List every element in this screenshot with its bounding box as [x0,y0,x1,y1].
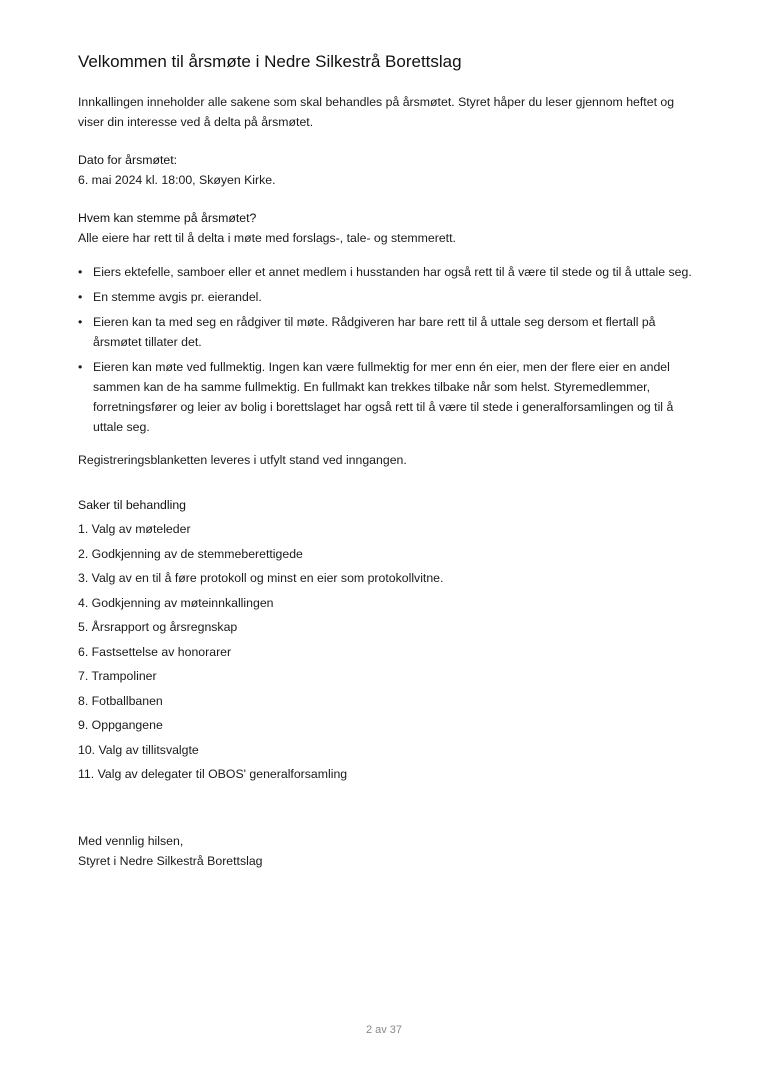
agenda-item: 8. Fotballbanen [78,693,163,708]
agenda-title: Saker til behandling [78,498,187,512]
voting-text: Alle eiere har rett til å delta i møte med forslags-, tale- og stemmerett. [78,231,456,245]
list-item [78,262,703,282]
agenda-item: 1. Valg av møteleder [78,522,191,536]
agenda-item: 11. Valg av delegater til OBOS' generalforsamling [78,767,348,781]
date-section [78,150,703,190]
closing-greeting: Med vennlig hilsen, [78,834,184,848]
agenda-item: 6. Fastsettelse av honorarer [78,644,232,659]
agenda-item: 5. Årsrapport og årsregnskap [78,620,238,634]
agenda-item: 9. Oppgangene [78,718,163,732]
voting-section [78,208,703,248]
voting-rules-list [78,262,703,437]
agenda-item: 7. Trampoliner [78,669,157,683]
page-number: 2 av 37 [365,1024,403,1036]
voting-label: Hvem kan stemme på årsmøtet? [78,211,257,225]
list-item-text: Eieren kan møte ved fullmektig. Ingen kan være fullmektig for mer enn én eier, men der flere eier en andel sammen kan de ha samme fullmektig. En fullmakt kan trekkes tilbake når som helst. Styremedlemmer, forretningsfører og leier av bolig i borettslaget har også rett til å være til stede i generalforsamlingen og til å uttale seg. [93,360,674,434]
list-item [78,312,703,352]
list-item [78,357,703,437]
agenda-item: 10. Valg av tillitsvalgte [78,742,199,757]
agenda-item: 2. Godkjenning av de stemmeberettigede [78,546,303,561]
document-title: Velkommen til årsmøte i Nedre Silkestrå Borettslag [78,52,462,71]
signature: Styret i Nedre Silkestrå Borettslag [78,854,263,868]
date-value: 6. mai 2024 kl. 18:00, Skøyen Kirke. [78,173,276,187]
bullet-icon: • [78,315,83,329]
list-item-text: En stemme avgis pr. eierandel. [93,290,262,304]
agenda-list [78,519,703,784]
registration-note: Registreringsblanketten leveres i utfylt stand ved inngangen. [78,453,407,467]
agenda-item: 4. Godkjenning av møteinnkallingen [78,595,274,610]
closing-section [78,831,703,871]
agenda-item: 3. Valg av en til å føre protokoll og minst en eier som protokollvitne. [78,571,444,585]
bullet-icon: • [78,360,83,374]
list-item-text: Eiers ektefelle, samboer eller et annet medlem i husstanden har også rett til å være til stede og til å uttale seg. [93,265,692,279]
date-label: Dato for årsmøtet: [78,153,178,167]
agenda-section [78,495,703,784]
bullet-icon: • [78,265,83,279]
list-item [78,287,703,307]
bullet-icon: • [78,290,83,304]
list-item-text: Eieren kan ta med seg en rådgiver til møte. Rådgiveren har bare rett til å uttale seg dersom et flertall på årsmøtet tillater det. [93,315,656,349]
intro-paragraph: Innkallingen inneholder alle sakene som skal behandles på årsmøtet. Styret håper du leser gjennom heftet og viser din interesse ved å delta på årsmøtet. [78,95,675,129]
document-page [78,50,703,871]
